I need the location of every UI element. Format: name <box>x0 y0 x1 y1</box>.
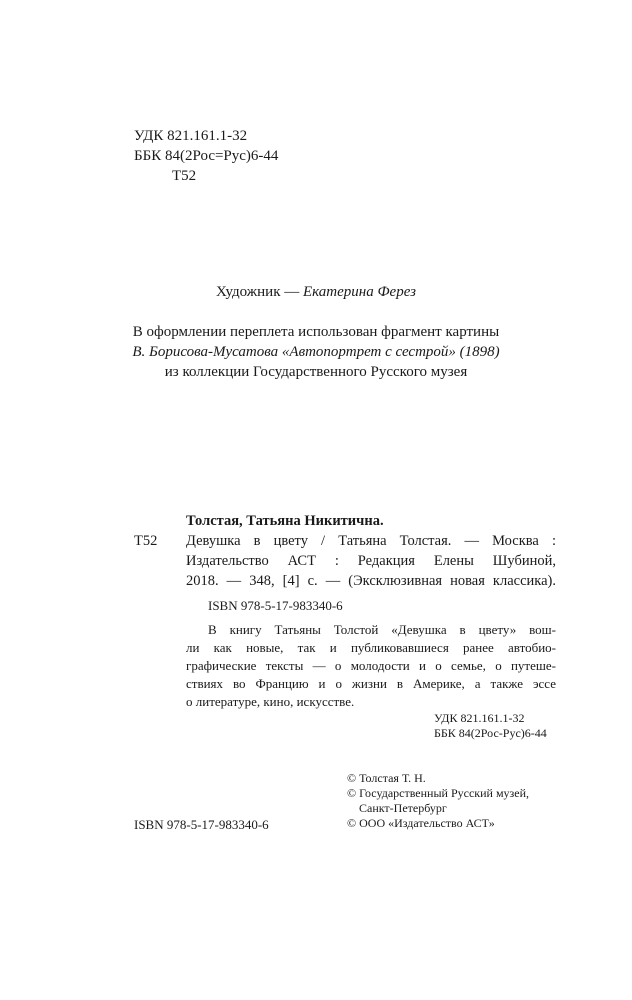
udk-code: УДК 821.161.1-32 <box>134 128 248 144</box>
abstract-line2: ли как новые, так и публиковавшиеся ранее автобио- <box>186 640 556 655</box>
footer-isbn: ISBN 978-5-17-983340-6 <box>134 817 269 832</box>
author-mark: Т52 <box>172 168 197 184</box>
copyright-block <box>347 771 529 831</box>
catalog-desc-line3: 2018. — 348, [4] с. — (Эксклюзивная новая классика). <box>186 573 556 589</box>
cover-note-line1: В оформлении переплета использован фрагмент картины <box>132 324 500 340</box>
artist-credit <box>0 282 632 302</box>
copyright-publisher: © ООО «Издательство АСТ» <box>347 816 495 830</box>
bbk-code: ББК 84(2Рос=Рус)6-44 <box>134 148 279 164</box>
abstract-line3: графические тексты — о молодости и о семье, о путеше- <box>186 658 556 673</box>
cover-note-line2: В. Борисова-Мусатова «Автопортрет с сестрой» (1898) <box>132 344 500 360</box>
udk-top-block <box>134 126 278 186</box>
copyright-author: © Толстая Т. Н. <box>347 771 426 785</box>
copyright-museum: © Государственный Русский музей, <box>347 786 530 800</box>
abstract-line5: о литературе, кино, искусстве. <box>186 694 355 709</box>
catalog-code: Т52 <box>134 533 158 549</box>
artist-label: Художник — <box>215 284 303 300</box>
catalog-desc-line1: Девушка в цвету / Татьяна Толстая. — Москва : <box>186 533 556 549</box>
catalog-author: Толстая, Татьяна Никитична. <box>186 513 384 529</box>
catalog-desc-line2: Издательство АСТ : Редакция Елены Шубиной, <box>186 553 556 569</box>
copyright-museum-city: Санкт-Петербург <box>359 801 447 815</box>
catalog-isbn: ISBN 978-5-17-983340-6 <box>208 598 343 613</box>
catalog-classification <box>434 711 547 741</box>
catalog-udk: УДК 821.161.1-32 <box>434 711 525 725</box>
abstract-line4: ствиях во Францию и о жизни в Америке, а также эссе <box>186 676 556 691</box>
cover-note <box>0 322 632 382</box>
catalog-abstract <box>186 621 556 711</box>
abstract-line1: В книгу Татьяны Толстой «Девушка в цвету» вош- <box>208 622 556 637</box>
artist-name: Екатерина Ферез <box>303 284 417 300</box>
cover-note-line3: из коллекции Государственного Русского музея <box>164 364 468 380</box>
catalog-bbk: ББК 84(2Рос-Рус)6-44 <box>434 726 547 740</box>
catalog-description <box>186 531 556 591</box>
